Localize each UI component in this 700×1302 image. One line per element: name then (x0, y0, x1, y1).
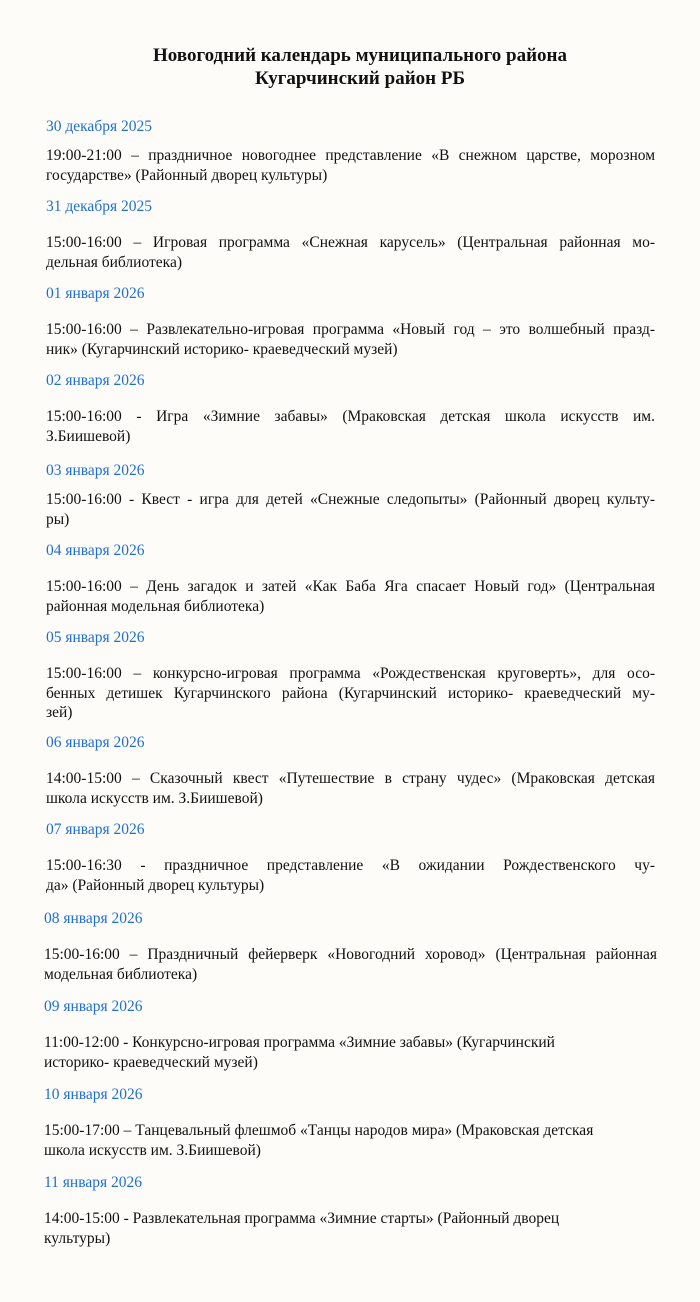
event-line: зей) (46, 704, 73, 721)
event-line: школа искусств им. З.Биишевой) (46, 789, 263, 807)
event-description (44, 1033, 657, 1072)
event-date: 09 января 2026 (44, 998, 143, 1015)
event-line: школа искусств им. З.Биишевой) (44, 1141, 261, 1159)
event-line: бенных детишек Кугарчинского района (Кугарчинский историко- краеведческий му- (46, 684, 655, 702)
event-line: ры) (46, 510, 70, 528)
event-description (46, 577, 655, 616)
event-line: 15:00-16:00 - Игра «Зимние забавы» (Мраковская детская школа искусств им. (46, 408, 655, 425)
event-line: культуры) (44, 1229, 111, 1247)
event-line: районная модельная библиотека) (46, 597, 265, 615)
event-line: 15:00-17:00 – Танцевальный флешмоб «Танцы народов мира» (Мраковская детская (44, 1122, 594, 1139)
event-line: 14:00-15:00 – Сказочный квест «Путешествие в страну чудес» (Мраковская детская (46, 770, 655, 787)
event-description (46, 490, 655, 529)
event-line: З.Биишевой) (46, 427, 131, 445)
event-date: 11 января 2026 (44, 1174, 142, 1191)
event-date: 01 января 2026 (46, 285, 145, 302)
event-date: 10 января 2026 (44, 1086, 143, 1103)
event-line: 15:00-16:00 – День загадок и затей «Как Баба Яга спасает Новый год» (Центральная (46, 578, 655, 595)
event-line: 15:00-16:00 – Развлекательно-игровая программа «Новый год – это волшебный празд- (46, 321, 655, 338)
event-line: 15:00-16:00 – Игровая программа «Снежная карусель» (Центральная районная мо- (46, 234, 655, 251)
event-description (44, 1209, 657, 1248)
event-line: 15:00-16:00 - Квест - игра для детей «Снежные следопыты» (Районный дворец культу- (46, 491, 655, 508)
event-line: 19:00-21:00 – праздничное новогоднее представление «В снежном царстве, морозном (46, 147, 655, 164)
event-date: 02 января 2026 (46, 372, 145, 389)
event-line: ник» (Кугарчинский историко- краеведческий музей) (46, 340, 398, 358)
event-date: 08 января 2026 (44, 910, 143, 927)
event-description (46, 146, 655, 185)
event-date: 30 декабря 2025 (46, 118, 152, 135)
event-line: государстве» (Районный дворец культуры) (46, 166, 328, 184)
event-date: 03 января 2026 (46, 462, 145, 479)
event-line: 11:00-12:00 - Конкурсно-игровая программа «Зимние забавы» (Кугарчинский (44, 1034, 555, 1051)
event-line: дельная библиотека) (46, 253, 182, 271)
page-title-line-2: Кугарчинский район РБ (254, 68, 466, 89)
page-title (0, 44, 700, 90)
event-description (46, 407, 655, 446)
event-line: историко- краеведческий музей) (44, 1053, 258, 1071)
event-description (46, 769, 655, 808)
event-line: да» (Районный дворец культуры) (46, 876, 265, 894)
event-line: 15:00-16:00 – конкурсно-игровая программа «Рождественская круговерть», для осо- (46, 665, 655, 682)
event-description (44, 945, 657, 984)
event-line: 14:00-15:00 - Развлекательная программа «Зимние старты» (Районный дворец (44, 1210, 560, 1227)
event-date: 04 января 2026 (46, 542, 145, 559)
event-description (46, 664, 655, 723)
page-title-line-1: Новогодний календарь муниципального района (153, 45, 567, 66)
event-description (46, 856, 655, 895)
event-date: 31 декабря 2025 (46, 198, 152, 215)
event-description (44, 1121, 657, 1160)
event-date: 05 января 2026 (46, 629, 145, 646)
event-line: 15:00-16:30 - праздничное представление «В ожидании Рождественского чу- (46, 857, 655, 874)
event-line: 15:00-16:00 – Праздничный фейерверк «Новогодний хоровод» (Центральная районная (44, 946, 657, 963)
event-description (46, 320, 655, 359)
event-date: 06 января 2026 (46, 734, 145, 751)
event-description (46, 233, 655, 272)
event-line: модельная библиотека) (44, 965, 198, 983)
event-date: 07 января 2026 (46, 821, 145, 838)
